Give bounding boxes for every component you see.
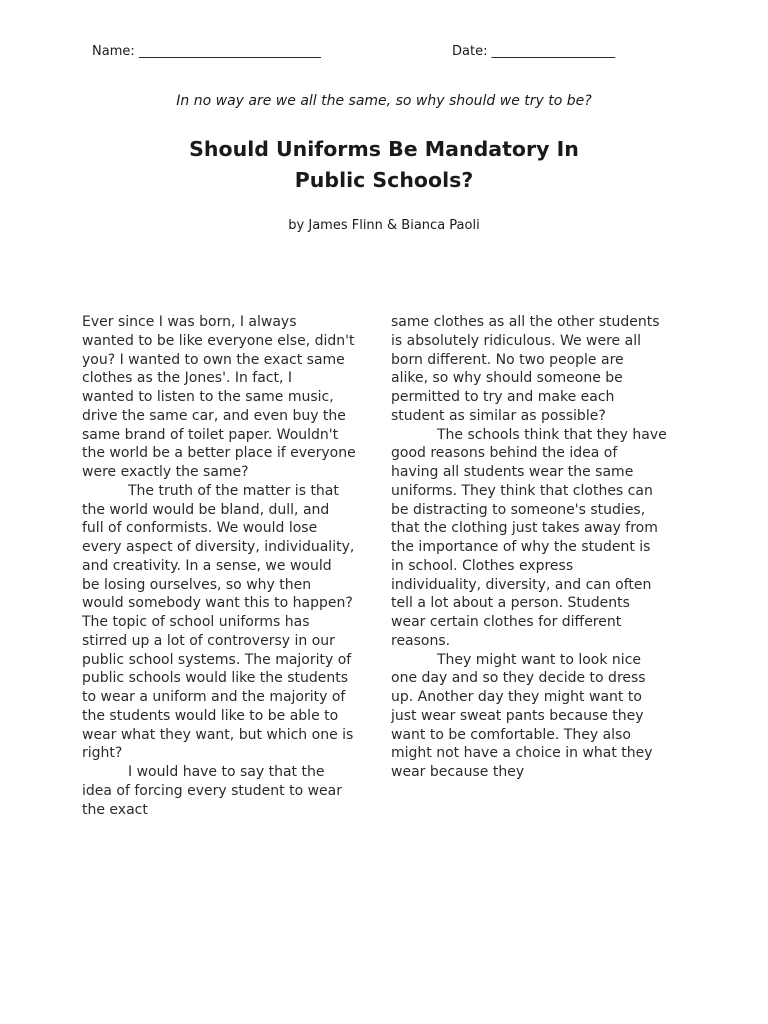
text-line: individuality, diversity, and can often [391, 576, 652, 593]
text-line: born different. No two people are [391, 351, 624, 368]
text-line: clothes as the Jones'. In fact, I [82, 370, 293, 387]
text-line: same brand of toilet paper. Wouldn't [82, 426, 339, 443]
byline: by James Flinn & Bianca Paoli [288, 218, 480, 233]
text-line: reasons. [391, 632, 451, 649]
text-line: want to be comfortable. They also [391, 726, 631, 743]
text-line: you? I wanted to own the exact same [82, 351, 345, 368]
text-line: They might want to look nice [437, 651, 641, 668]
text-line: Ever since I was born, I always [82, 314, 297, 330]
text-line: good reasons behind the idea of [391, 445, 618, 462]
text-line: stirred up a lot of controversy in our [82, 632, 335, 649]
text-line: alike, so why should someone be [391, 370, 623, 387]
text-line: student as similar as possible? [391, 407, 606, 424]
text-line: same clothes as all the other students [391, 314, 660, 330]
text-line: wanted to listen to the same music, [82, 389, 334, 405]
title-line: Public Schools? [294, 168, 474, 192]
text-line: the students would like to be able to [82, 707, 339, 724]
text-line: having all students wear the same [391, 464, 634, 480]
text-line: permitted to try and make each [391, 389, 615, 405]
text-line: The truth of the matter is that [128, 482, 339, 499]
text-line: tell a lot about a person. Students [391, 595, 630, 612]
right-column [391, 313, 691, 782]
text-line: idea of forcing every student to wear [82, 782, 342, 799]
text-line: in school. Clothes express [391, 557, 574, 574]
text-line: the exact [82, 801, 148, 818]
text-line: wear what they want, but which one is [82, 726, 354, 743]
article-title [134, 134, 634, 196]
text-line: be losing ourselves, so why then [82, 576, 312, 593]
text-line: to wear a uniform and the majority of [82, 689, 346, 705]
left-column [82, 313, 382, 819]
name-field: Name: ____________________________ [92, 44, 321, 59]
date-field: Date: ___________________ [452, 44, 616, 59]
text-line: up. Another day they might want to [391, 689, 642, 705]
text-line: The schools think that they have [437, 426, 667, 443]
text-line: just wear sweat pants because they [391, 707, 644, 724]
text-line: the world would be bland, dull, and [82, 501, 330, 518]
header-row [0, 44, 768, 64]
text-line: public schools would like the students [82, 670, 349, 687]
text-line: full of conformists. We would lose [82, 520, 318, 537]
text-line: wanted to be like everyone else, didn't [82, 332, 355, 349]
text-line: wear because they [391, 764, 525, 780]
text-line: I would have to say that the [128, 764, 325, 780]
text-line: uniforms. They think that clothes can [391, 482, 653, 499]
subtitle-quote: In no way are we all the same, so why should we try to be? [176, 93, 592, 109]
text-line: the world be a better place if everyone [82, 445, 356, 462]
text-line: be distracting to someone's studies, [391, 501, 646, 518]
text-line: is absolutely ridiculous. We were all [391, 332, 641, 349]
text-line: every aspect of diversity, individuality, [82, 539, 355, 555]
text-line: one day and so they decide to dress [391, 670, 646, 687]
text-line: might not have a choice in what they [391, 745, 653, 762]
text-line: and creativity. In a sense, we would [82, 557, 332, 574]
text-line: would somebody want this to happen? [82, 595, 353, 612]
text-line: drive the same car, and even buy the [82, 407, 346, 424]
text-line: right? [82, 745, 123, 762]
text-line: that the clothing just takes away from [391, 520, 658, 537]
text-line: the importance of why the student is [391, 539, 651, 555]
text-line: The topic of school uniforms has [82, 614, 310, 630]
title-line: Should Uniforms Be Mandatory In [189, 137, 579, 161]
text-line: were exactly the same? [82, 464, 249, 480]
text-line: public school systems. The majority of [82, 651, 352, 668]
text-line: wear certain clothes for different [391, 614, 622, 630]
